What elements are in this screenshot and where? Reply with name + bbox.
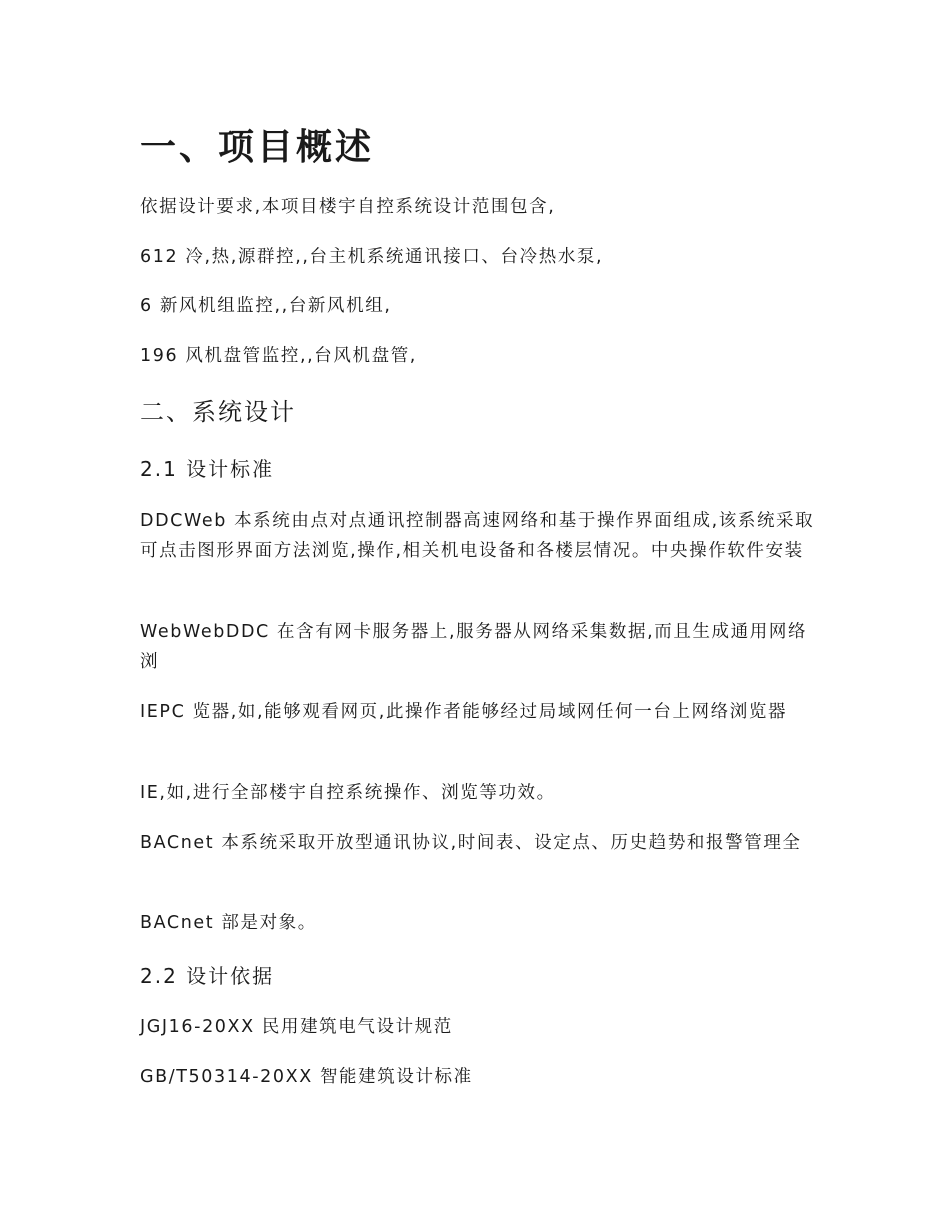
heading-system-design: 二、系统设计 [140,398,296,426]
scope-item: 196 风机盘管监控,,台风机盘管, [140,346,417,366]
heading-project-overview: 一、项目概述 [140,127,375,168]
scope-item: 612 冷,热,源群控,,台主机系统通讯接口、台冷热水泵, [140,247,604,267]
paragraph: DDCWeb 本系统由点对点通讯控制器高速网络和基于操作界面组成,该系统采取可点击图形界面方法浏览,操作,相关机电设备和各楼层情况。中央操作软件安装 [140,511,815,561]
paragraph: JGJ16-20XX 民用建筑电气设计规范 [140,1017,453,1037]
paragraph: IE,如,进行全部楼宇自控系统操作、浏览等功效。 [140,783,556,803]
heading-design-basis: 2.2 设计依据 [140,964,275,988]
paragraph: IEPC 览器,如,能够观看网页,此操作者能够经过局域网任何一台上网络浏览器 [140,702,788,722]
heading-design-standard: 2.1 设计标准 [140,457,275,481]
paragraph: BACnet 部是对象。 [140,913,317,933]
intro-paragraph: 依据设计要求,本项目楼宇自控系统设计范围包含, [140,197,556,217]
paragraph: WebWebDDC 在含有网卡服务器上,服务器从网络采集数据,而且生成通用网络浏 [140,622,808,672]
paragraph: BACnet 本系统采取开放型通讯协议,时间表、设定点、历史趋势和报警管理全 [140,833,802,853]
paragraph: GB/T50314-20XX 智能建筑设计标准 [140,1067,473,1087]
scope-item: 6 新风机组监控,,台新风机组, [140,296,392,316]
